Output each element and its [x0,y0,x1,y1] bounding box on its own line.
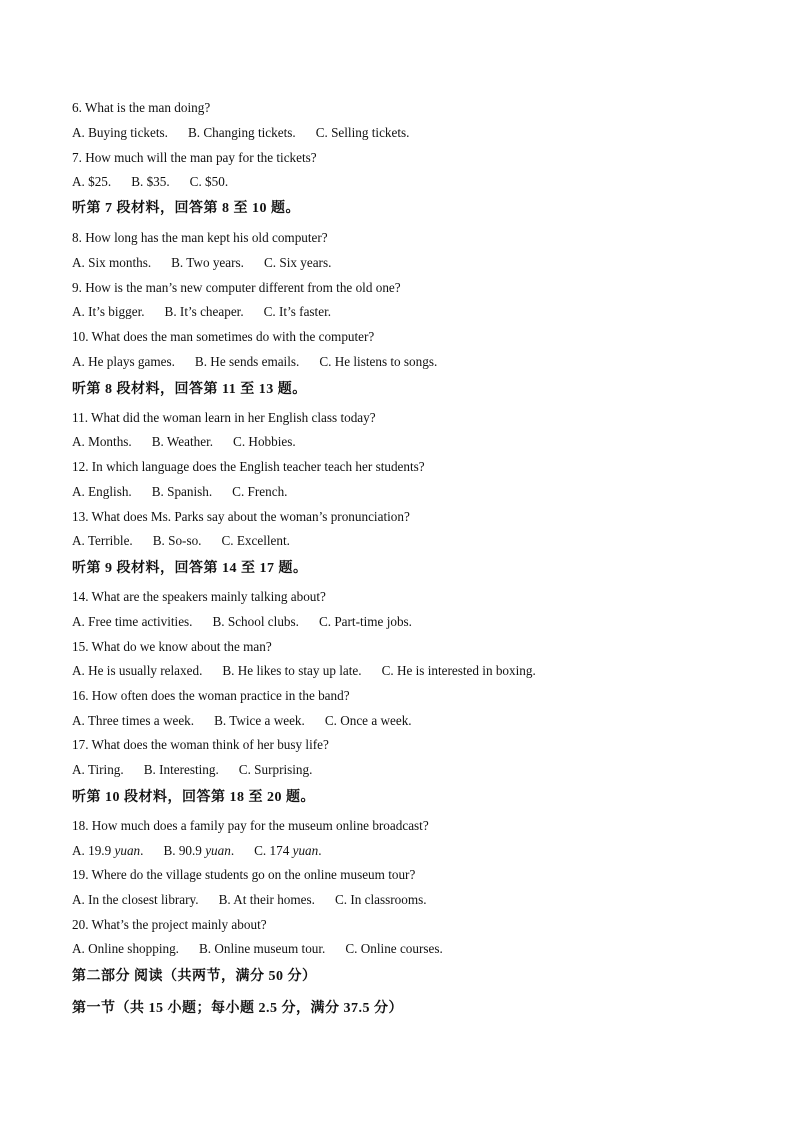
question-text: 16. How often does the woman practice in the band? [72,688,350,703]
answer-option: A. Months. [72,434,132,449]
answer-option: C. In classrooms. [334,892,427,907]
answer-option: A. Tiring. [72,762,124,777]
answer-options [72,613,412,631]
question-text: 10. What does the man sometimes do with the computer? [72,329,375,344]
question-text: 9. How is the man’s new computer different from the old one? [72,280,401,295]
question-text: 7. How much will the man pay for the tickets? [72,150,317,165]
section-heading: 听第 8 段材料，回答第 11 至 13 题。 [72,382,307,397]
answer-options [72,483,287,501]
question-text: 15. What do we know about the man? [72,639,272,654]
answer-option: A. 19.9 yuan. [72,843,144,858]
answer-option: C. Selling tickets. [315,125,410,140]
answer-option: B. Changing tickets. [187,125,296,140]
answer-option: A. Online shopping. [72,941,179,956]
answer-option: A. Free time activities. [72,614,193,629]
answer-option: A. Terrible. [72,533,133,548]
section-heading: 听第 9 段材料，回答第 14 至 17 题。 [72,561,308,576]
answer-option: C. Hobbies. [233,434,296,449]
section-heading: 听第 10 段材料，回答第 18 至 20 题。 [72,790,315,805]
answer-option: B. So-so. [152,533,202,548]
answer-option: B. At their homes. [218,892,315,907]
answer-option: A. Three times a week. [72,713,195,728]
answer-option: C. Surprising. [238,762,313,777]
answer-option: C. It’s faster. [263,304,332,319]
answer-option: B. School clubs. [212,614,299,629]
section-heading: 第一节（共 15 小题；每小题 2.5 分，满分 37.5 分） [72,1001,403,1016]
question-text: 6. What is the man doing? [72,100,211,115]
answer-options [72,124,409,142]
answer-option: C. Online courses. [345,941,443,956]
question-text: 18. How much does a family pay for the museum online broadcast? [72,818,429,833]
answer-option: B. 90.9 yuan. [163,843,235,858]
answer-option: A. Six months. [72,255,152,270]
question-text: 17. What does the woman think of her busy life? [72,737,329,752]
answer-option: C. $50. [189,174,229,189]
answer-option: B. He sends emails. [194,354,300,369]
answer-option: C. He listens to songs. [319,354,438,369]
answer-option: C. Once a week. [324,713,412,728]
section-heading: 听第 7 段材料，回答第 8 至 10 题。 [72,201,300,216]
answer-option: B. Interesting. [143,762,219,777]
answer-options [72,173,228,191]
answer-option: A. He is usually relaxed. [72,663,203,678]
answer-option: B. Twice a week. [214,713,305,728]
question-text: 12. In which language does the English teacher teach her students? [72,459,425,474]
answer-option: B. Weather. [151,434,214,449]
answer-option: B. Spanish. [151,484,213,499]
answer-option: C. Part-time jobs. [318,614,412,629]
answer-option: C. Excellent. [221,533,290,548]
answer-option: C. 174 yuan. [254,843,322,858]
answer-option: A. Buying tickets. [72,125,168,140]
answer-options [72,712,412,730]
answer-option: B. Two years. [171,255,244,270]
question-text: 13. What does Ms. Parks say about the woman’s pronunciation? [72,509,410,524]
answer-option: B. Online museum tour. [198,941,326,956]
answer-options [72,303,331,321]
answer-options [72,532,290,550]
answer-options [72,842,322,860]
question-text: 11. What did the woman learn in her English class today? [72,410,376,425]
question-text: 14. What are the speakers mainly talking about? [72,589,326,604]
answer-options [72,891,427,909]
question-text: 8. How long has the man kept his old computer? [72,230,328,245]
answer-options [72,254,331,272]
answer-option: A. It’s bigger. [72,304,145,319]
question-text: 19. Where do the village students go on the online museum tour? [72,867,416,882]
answer-options [72,940,443,958]
answer-option: A. English. [72,484,132,499]
answer-option: A. He plays games. [72,354,175,369]
answer-option: C. French. [232,484,288,499]
answer-options [72,662,536,680]
answer-options [72,433,296,451]
answer-option: C. He is interested in boxing. [381,663,536,678]
answer-option: A. $25. [72,174,112,189]
question-text: 20. What’s the project mainly about? [72,917,267,932]
answer-options [72,353,437,371]
answer-option: B. $35. [131,174,170,189]
answer-option: B. He likes to stay up late. [222,663,362,678]
answer-option: B. It’s cheaper. [164,304,244,319]
answer-option: A. In the closest library. [72,892,199,907]
section-heading: 第二部分 阅读（共两节，满分 50 分） [72,969,317,984]
answer-option: C. Six years. [263,255,332,270]
answer-options [72,761,312,779]
